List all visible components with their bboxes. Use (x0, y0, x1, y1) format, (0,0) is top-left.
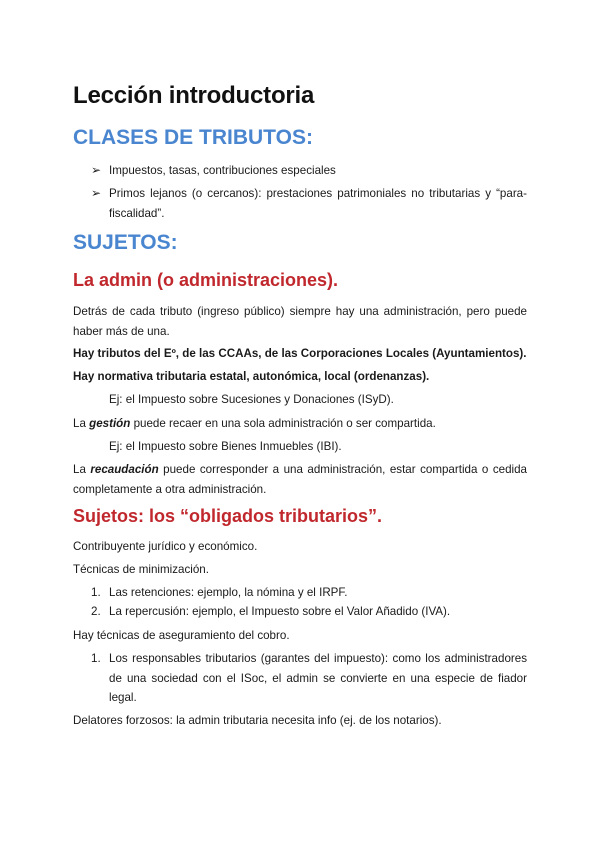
list-item: 2. La repercusión: ejemplo, el Impuesto sobre el Valor Añadido (IVA). (91, 602, 527, 622)
paragraph-gestion: La gestión puede recaer en una sola administración o ser compartida. (73, 417, 436, 430)
heading-sujetos: SUJETOS: (73, 231, 178, 254)
bullet-marker (91, 184, 101, 204)
paragraph: Detrás de cada tributo (ingreso público) siempre hay una administración, pero puede haber más de una. (73, 305, 527, 338)
heading-la-admin: La admin (o administraciones). (73, 270, 339, 290)
example-line: Ej: el Impuesto sobre Bienes Inmuebles (IBI). (109, 440, 342, 453)
bullet-item: Primos lejanos (o cercanos): prestaciones patrimoniales no tributarias y “para-fiscalidad”. (109, 187, 527, 220)
arrow-bullet-icon: ➢ (91, 186, 102, 200)
emphasis-recaudacion: recaudación (90, 463, 159, 476)
paragraph: Delatores forzosos: la admin tributaria necesita info (ej. de los notarios). (73, 714, 442, 727)
paragraph: Técnicas de minimización. (73, 563, 209, 576)
paragraph: Hay técnicas de aseguramiento del cobro. (73, 629, 290, 642)
paragraph: Contribuyente jurídico y económico. (73, 540, 258, 553)
list-item: 1. Las retenciones: ejemplo, la nómina y el IRPF. (91, 583, 527, 603)
paragraph-bold: Hay normativa tributaria estatal, autonómica, local (ordenanzas). (73, 370, 430, 383)
list-number: 2. (91, 605, 101, 618)
example-line: Ej: el Impuesto sobre Sucesiones y Donaciones (ISyD). (109, 393, 394, 406)
bullet-item: Impuestos, tasas, contribuciones especiales (109, 164, 336, 177)
list-item: Los responsables tributarios (garantes del impuesto): como los administradores de una sociedad con el ISoc, el admin se convierte en una especie de fiador legal. (109, 652, 527, 704)
bullet-marker (91, 161, 101, 181)
paragraph-bold: Hay tributos del Eº, de las CCAAs, de las Corporaciones Locales (Ayuntamientos). (73, 347, 527, 360)
emphasis-gestion: gestión (89, 417, 131, 430)
page-title: Lección introductoria (73, 82, 315, 109)
list-number: 1. (91, 652, 101, 665)
paragraph-recaudacion: La recaudación puede corresponder a una administración, estar compartida o cedida completamente a otra administración. (73, 463, 527, 496)
list-number: 1. (91, 586, 101, 599)
heading-clases-de-tributos: CLASES DE TRIBUTOS: (73, 126, 313, 149)
arrow-bullet-icon: ➢ (91, 163, 102, 177)
heading-obligados-tributarios: Sujetos: los “obligados tributarios”. (73, 506, 383, 526)
